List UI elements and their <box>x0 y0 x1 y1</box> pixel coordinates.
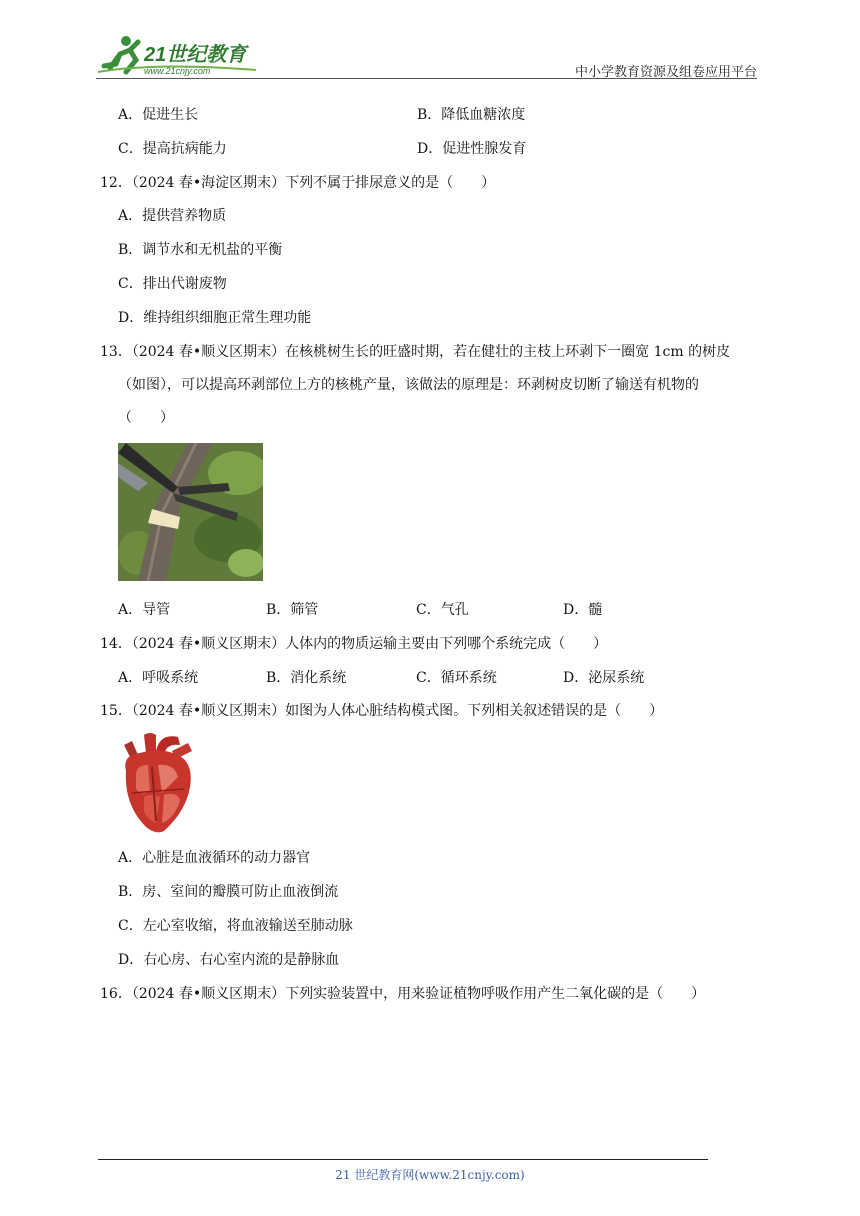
q13-stem-line2: （如图），可以提高环剥部位上方的核桃产量，该做法的原理是：环剥树皮切断了输送有机物的 <box>118 377 699 393</box>
q11-option-b: B．降低血糖浓度 <box>417 107 526 123</box>
q12-stem: 12．（2024 春•海淀区期末）下列不属于排尿意义的是（ ） <box>100 175 496 191</box>
q13-option-c: C．气孔 <box>416 602 469 618</box>
bark-girdling-photo <box>118 443 263 581</box>
q13-stem-line1: 13．（2024 春•顺义区期末）在核桃树生长的旺盛时期，若在健壮的主枝上环剥下一圈宽 1cm 的树皮 <box>100 344 731 360</box>
q11-option-c: C．提高抗病能力 <box>118 141 227 157</box>
q15-option-b: B．房、室间的瓣膜可防止血液倒流 <box>118 884 339 900</box>
q13-option-d: D．髓 <box>563 602 603 618</box>
q14-option-c: C．循环系统 <box>416 670 497 686</box>
q11-option-d: D．促进性腺发育 <box>417 141 527 157</box>
heart-diagram <box>116 731 198 835</box>
q16-stem: 16．（2024 春•顺义区期末）下列实验装置中，用来验证植物呼吸作用产生二氧化碳的是（ ） <box>100 986 706 1002</box>
q11-option-a: A．促进生长 <box>118 107 199 123</box>
q13-option-a: A．导管 <box>118 602 171 618</box>
footer-divider <box>98 1159 708 1160</box>
q12-option-a: A．提供营养物质 <box>118 208 227 224</box>
q14-option-b: B．消化系统 <box>266 670 347 686</box>
q12-option-b: B．调节水和无机盐的平衡 <box>118 242 283 258</box>
q15-stem: 15．（2024 春•顺义区期末）如图为人体心脏结构模式图。下列相关叙述错误的是（ ） <box>100 703 664 719</box>
svg-text:www.21cnjy.com: www.21cnjy.com <box>144 66 211 76</box>
q12-option-c: C．排出代谢废物 <box>118 276 227 292</box>
q14-option-d: D．泌尿系统 <box>563 670 645 686</box>
q14-option-a: A．呼吸系统 <box>118 670 199 686</box>
q13-stem-line3: （ ） <box>118 410 174 426</box>
q15-option-c: C．左心室收缩，将血液输送至肺动脉 <box>118 918 353 934</box>
q12-option-d: D．维持组织细胞正常生理功能 <box>118 310 312 326</box>
header-divider <box>96 78 757 79</box>
platform-name: 中小学教育资源及组卷应用平台 <box>574 65 757 80</box>
q13-option-b: B．筛管 <box>266 602 319 618</box>
q15-option-a: A．心脏是血液循环的动力器官 <box>118 850 311 866</box>
svg-text:21世纪教育: 21世纪教育 <box>144 44 247 66</box>
site-logo <box>96 32 266 80</box>
footer-text: 21 世纪教育网(www.21cnjy.com) <box>335 1168 525 1182</box>
q14-stem: 14．（2024 春•顺义区期末）人体内的物质运输主要由下列哪个系统完成（ ） <box>100 636 608 652</box>
q15-option-d: D．右心房、右心室内流的是静脉血 <box>118 952 340 968</box>
